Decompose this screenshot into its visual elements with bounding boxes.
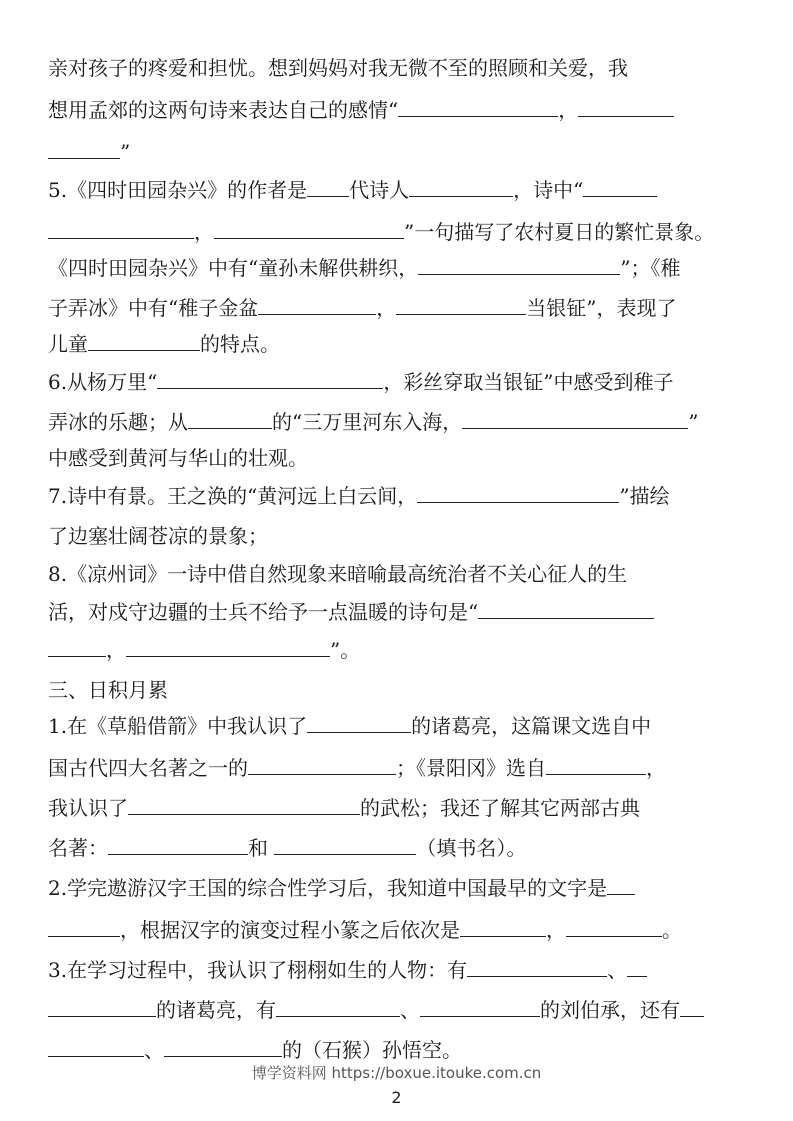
text-segment: 2.学完遨游汉字王国的综合性学习后，我知道中国最早的文字是 [48, 876, 608, 900]
fill-in-blank[interactable] [478, 598, 654, 619]
fill-in-blank[interactable] [417, 482, 619, 503]
fill-in-blank[interactable] [680, 996, 704, 1017]
text-segment: ， [194, 220, 214, 244]
fill-in-blank[interactable] [409, 176, 513, 197]
text-segment: 的“三万里河东入海， [272, 410, 463, 434]
text-segment: 8.《凉州词》一诗中借自然现象来暗喻最高统治者不关心征人的生 [48, 562, 628, 586]
text-segment: ” [120, 140, 131, 164]
text-segment: 三、日积月累 [48, 678, 168, 702]
text-segment: ， [376, 296, 397, 320]
text-line [48, 748, 748, 788]
text-segment: （填书名）。 [416, 836, 527, 860]
text-segment: 活，对戍守边疆的士兵不给予一点温暖的诗句是“ [48, 600, 479, 624]
text-segment: 的（石猴）孙悟空。 [282, 1038, 462, 1062]
text-segment: 国古代四大名著之一的 [48, 756, 248, 780]
text-segment: 的特点。 [200, 332, 280, 356]
fill-in-blank[interactable] [126, 636, 330, 657]
footer-watermark: 博学资料网 https://boxue.itouke.com.cn [251, 1064, 542, 1082]
text-line [48, 324, 748, 364]
text-line [48, 476, 748, 516]
text-segment: ， [558, 98, 579, 122]
text-line [48, 438, 748, 478]
text-line [48, 670, 748, 710]
fill-in-blank[interactable] [396, 294, 526, 315]
fill-in-blank[interactable] [48, 1036, 144, 1057]
text-line [48, 170, 748, 210]
text-segment: 当银钲”，表现了 [526, 296, 677, 320]
text-line [48, 362, 748, 402]
text-segment: 儿童 [48, 332, 88, 356]
text-segment: 亲对孩子的疼爱和担忧。想到妈妈对我无微不至的照顾和关爱，我 [48, 56, 628, 80]
text-segment: 。 [662, 918, 682, 942]
fill-in-blank[interactable] [583, 176, 657, 197]
fill-in-blank[interactable] [108, 834, 248, 855]
text-line [48, 516, 748, 556]
text-segment: 名著： [48, 836, 108, 860]
fill-in-blank[interactable] [157, 368, 383, 389]
text-segment: 、 [400, 998, 420, 1022]
text-segment: 弄冰的乐趣；从 [48, 410, 188, 434]
fill-in-blank[interactable] [274, 834, 416, 855]
text-line [48, 868, 748, 908]
text-segment: 《四时田园杂兴》中有“童孙未解供耕织， [48, 256, 419, 280]
fill-in-blank[interactable] [398, 96, 558, 117]
fill-in-blank[interactable] [420, 996, 540, 1017]
text-line [48, 288, 748, 328]
text-line [48, 554, 748, 594]
text-line [48, 592, 748, 632]
fill-in-blank[interactable] [248, 754, 396, 775]
text-segment: ，彩丝穿取当银钲”中感受到稚子 [383, 370, 674, 394]
text-segment: 想用孟郊的这两句诗来表达自己的感情“ [48, 98, 399, 122]
fill-in-blank[interactable] [460, 916, 546, 937]
text-segment: 3.在学习过程中，我认识了栩栩如生的人物：有 [48, 958, 468, 982]
text-segment: 和 [248, 836, 275, 860]
text-line [48, 212, 748, 252]
page-number: 2 [391, 1088, 402, 1107]
text-line [48, 132, 748, 172]
text-line [48, 950, 748, 990]
text-line [48, 990, 748, 1030]
text-segment: 7.诗中有景。王之涣的“黄河远上白云间， [48, 484, 418, 508]
text-segment: 的诸葛亮，有 [156, 998, 276, 1022]
text-line [48, 90, 748, 130]
fill-in-blank[interactable] [276, 996, 400, 1017]
fill-in-blank[interactable] [578, 96, 674, 117]
text-segment: ， [546, 918, 566, 942]
fill-in-blank[interactable] [418, 254, 620, 275]
fill-in-blank[interactable] [627, 956, 647, 977]
fill-in-blank[interactable] [546, 754, 646, 775]
fill-in-blank[interactable] [214, 218, 404, 239]
text-segment: 我认识了 [48, 796, 128, 820]
text-line [48, 788, 748, 828]
fill-in-blank[interactable] [188, 408, 272, 429]
fill-in-blank[interactable] [48, 636, 106, 657]
fill-in-blank[interactable] [48, 996, 156, 1017]
text-segment: 的诸葛亮，这篇课文选自中 [411, 714, 652, 738]
text-segment: ；《景阳冈》选自 [396, 756, 546, 780]
text-segment: 、 [607, 958, 628, 982]
text-line [48, 828, 748, 868]
text-segment: ，诗中“ [513, 178, 584, 202]
text-segment: ， [646, 756, 666, 780]
text-line [48, 630, 748, 670]
text-segment: ”。 [330, 638, 361, 662]
fill-in-blank[interactable] [164, 1036, 282, 1057]
text-segment: 代诗人 [349, 178, 410, 202]
text-segment: 中感受到黄河与华山的壮观。 [48, 446, 308, 470]
text-segment: 1.在《草船借箭》中我认识了 [48, 714, 308, 738]
fill-in-blank[interactable] [307, 176, 349, 197]
text-line [48, 706, 748, 746]
text-segment: ”描绘 [619, 484, 670, 508]
text-segment: 、 [144, 1038, 164, 1062]
fill-in-blank[interactable] [48, 218, 194, 239]
fill-in-blank[interactable] [307, 712, 411, 733]
text-segment: 5.《四时田园杂兴》的作者是 [48, 178, 308, 202]
text-line [48, 48, 748, 88]
text-segment: ，根据汉字的演变过程小篆之后依次是 [120, 918, 460, 942]
text-segment: 了边塞壮阔苍凉的景象； [48, 524, 268, 548]
text-line [48, 910, 748, 950]
fill-in-blank[interactable] [48, 916, 120, 937]
text-segment: 的武松；我还了解其它两部古典 [360, 796, 640, 820]
fill-in-blank[interactable] [566, 916, 662, 937]
fill-in-blank[interactable] [462, 408, 688, 429]
text-line [48, 248, 748, 288]
fill-in-blank[interactable] [467, 956, 607, 977]
text-segment: ”；《稚 [620, 256, 681, 280]
text-line [48, 402, 748, 442]
text-segment: 子弄冰》中有“稚子金盆 [48, 296, 259, 320]
fill-in-blank[interactable] [607, 874, 635, 895]
fill-in-blank[interactable] [258, 294, 376, 315]
text-segment: 6.从杨万里“ [48, 370, 158, 394]
fill-in-blank[interactable] [88, 330, 200, 351]
text-segment: ” [688, 410, 699, 434]
fill-in-blank[interactable] [48, 138, 120, 159]
text-segment: ”一句描写了农村夏日的繁忙景象。 [404, 220, 715, 244]
text-segment: 的刘伯承，还有 [540, 998, 680, 1022]
fill-in-blank[interactable] [128, 794, 360, 815]
text-segment: ， [106, 638, 126, 662]
